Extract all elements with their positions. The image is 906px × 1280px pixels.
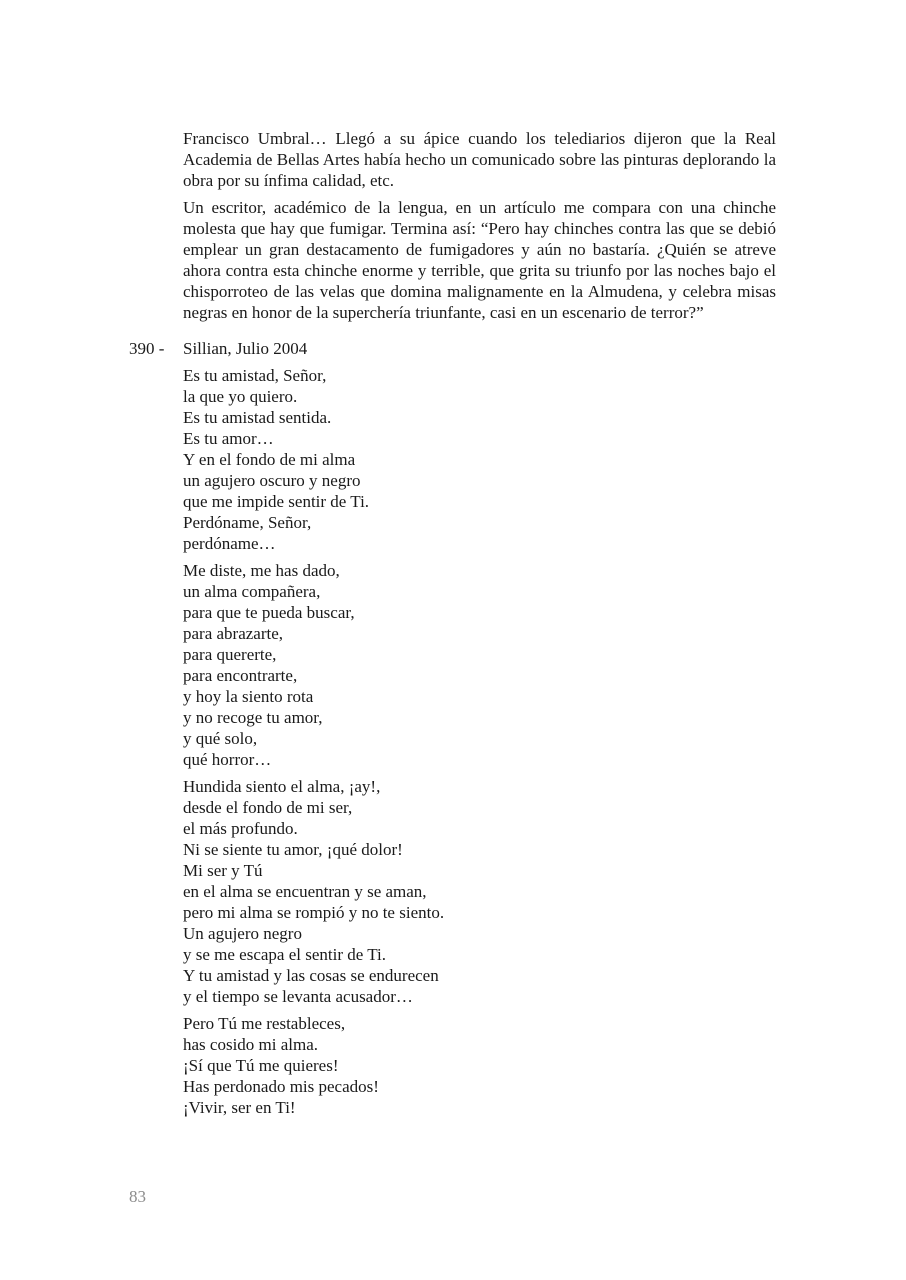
poem-line: y qué solo, <box>183 729 258 748</box>
poem-line: Pero Tú me restableces, <box>183 1014 346 1033</box>
poem-line: Has perdonado mis pecados! <box>183 1077 379 1096</box>
poem-line: en el alma se encuentran y se aman, <box>183 882 427 901</box>
poem-line: ¡Vivir, ser en Ti! <box>183 1098 296 1117</box>
poem-line: un alma compañera, <box>183 582 321 601</box>
poem-line: Perdóname, Señor, <box>183 513 312 532</box>
poem-line: Es tu amistad sentida. <box>183 408 332 427</box>
poem-line: has cosido mi alma. <box>183 1035 319 1054</box>
poem-line: Y en el fondo de mi alma <box>183 450 356 469</box>
text-column <box>129 128 776 1124</box>
poem-line: y no recoge tu amor, <box>183 708 323 727</box>
poem-line: Ni se siente tu amor, ¡qué dolor! <box>183 840 403 859</box>
intro-paragraph: Francisco Umbral… Llegó a su ápice cuando los telediarios dijeron que la Real Academia de Bellas Artes había hecho un comunicado sobre las pinturas deplorando la obra por su ínfima calidad, etc. <box>183 129 776 190</box>
poem-line: Un agujero negro <box>183 924 302 943</box>
poem-line: y el tiempo se levanta acusador… <box>183 987 413 1006</box>
poem-line: Es tu amistad, Señor, <box>183 366 327 385</box>
poem-stanza <box>183 776 776 1007</box>
poem-line: y se me escapa el sentir de Ti. <box>183 945 387 964</box>
poem-line: y hoy la siento rota <box>183 687 314 706</box>
poem-line: el más profundo. <box>183 819 298 838</box>
entry-number: 390 - <box>129 339 165 358</box>
poem-line: para encontrarte, <box>183 666 298 685</box>
poem-stanza <box>183 1013 776 1118</box>
poem-line: que me impide sentir de Ti. <box>183 492 370 511</box>
poem-line: para quererte, <box>183 645 277 664</box>
poem-line: Me diste, me has dado, <box>183 561 340 580</box>
poem-line: para que te pueda buscar, <box>183 603 355 622</box>
poem-line: perdóname… <box>183 534 276 553</box>
poem-stanza <box>183 365 776 554</box>
poem-line: Mi ser y Tú <box>183 861 263 880</box>
poem-line: un agujero oscuro y negro <box>183 471 361 490</box>
poem-line: desde el fondo de mi ser, <box>183 798 353 817</box>
poem-line: Hundida siento el alma, ¡ay!, <box>183 777 381 796</box>
poem-line: la que yo quiero. <box>183 387 298 406</box>
poem-entry <box>129 338 776 1118</box>
intro-paragraph: Un escritor, académico de la lengua, en un artículo me compara con una chinche molesta que hay que fumigar. Termina así: “Pero hay chinches contra las que se debió emplear un gran destacamento de fumigadores y aún no bastaría. ¿Quién se atreve ahora contra esta chinche enorme y terrible, que grita su triunfo por las noches bajo el chisporroteo de las velas que domina malignamente en la Almudena, y celebra misas negras en honor de la superchería triunfante, casi en un escenario de terror?” <box>183 198 776 322</box>
poem-line: qué horror… <box>183 750 272 769</box>
poem-body <box>183 365 776 1118</box>
entry-heading: Sillian, Julio 2004 <box>183 339 308 358</box>
poem-line: para abrazarte, <box>183 624 284 643</box>
poem-stanza <box>183 560 776 770</box>
poem-line: ¡Sí que Tú me quieres! <box>183 1056 339 1075</box>
poem-line: pero mi alma se rompió y no te siento. <box>183 903 445 922</box>
poem-line: Y tu amistad y las cosas se endurecen <box>183 966 439 985</box>
page-number: 83 <box>129 1187 146 1206</box>
poem-line: Es tu amor… <box>183 429 274 448</box>
